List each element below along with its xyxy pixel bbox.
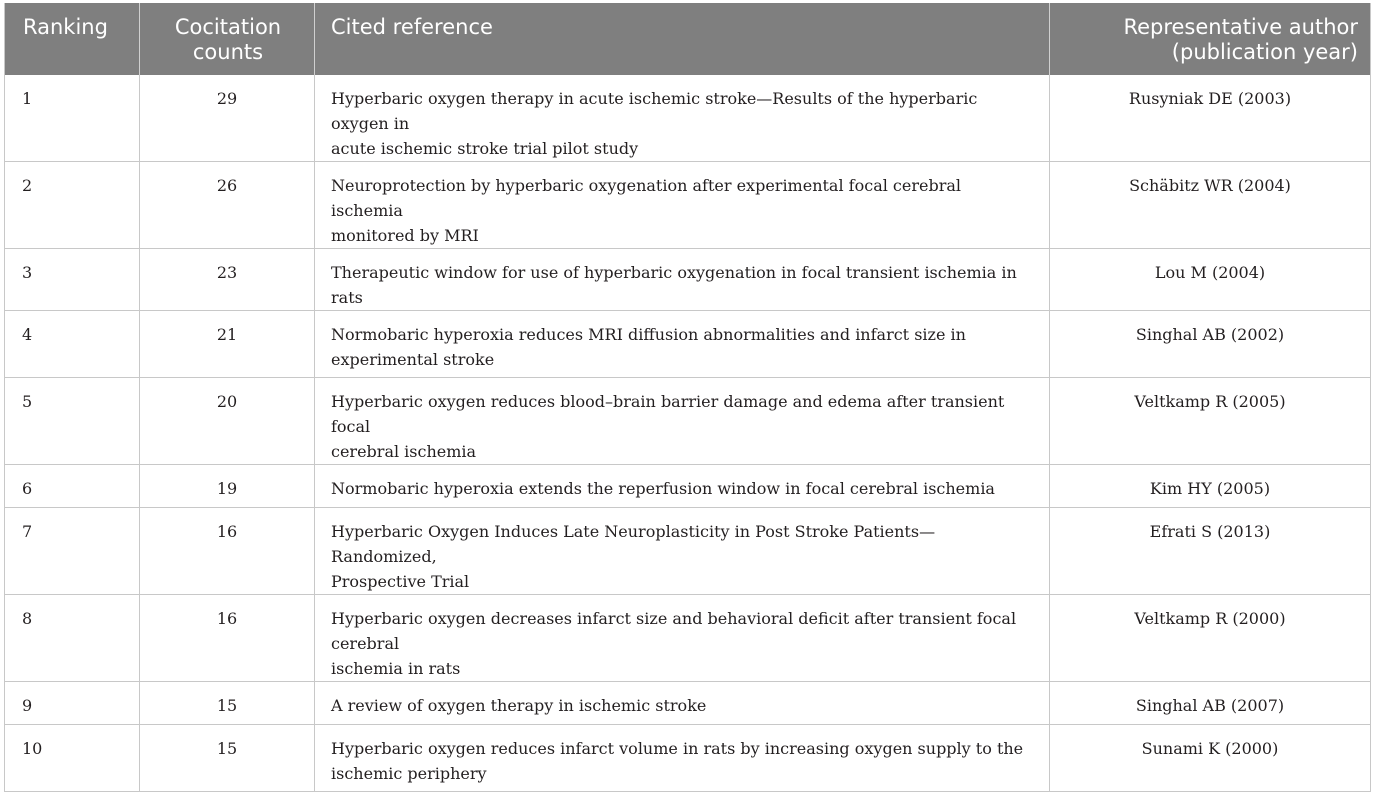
header-ranking: [5, 3, 140, 75]
cell-ranking: 9: [5, 682, 140, 725]
table-row: [5, 595, 1371, 682]
table-row: [5, 75, 1371, 162]
reference-line: acute ischemic stroke trial pilot study: [331, 139, 639, 158]
table-row: [5, 725, 1371, 792]
reference-line: ischemic periphery: [331, 764, 487, 783]
cell-ranking: 6: [5, 465, 140, 508]
cell-ranking: 1: [5, 75, 140, 162]
cell-author: Efrati S (2013): [1050, 508, 1371, 595]
header-row: [5, 3, 1371, 75]
cell-ranking: 2: [5, 162, 140, 249]
reference-line: ischemia in rats: [331, 659, 461, 678]
reference-line: monitored by MRI: [331, 226, 479, 245]
cell-cocitation-count: 29: [140, 75, 315, 162]
cell-author: Schäbitz WR (2004): [1050, 162, 1371, 249]
cell-author: Sunami K (2000): [1050, 725, 1371, 792]
cell-cocitation-count: 15: [140, 682, 315, 725]
cell-ranking: 10: [5, 725, 140, 792]
cell-ranking: 3: [5, 249, 140, 311]
reference-line: experimental stroke: [331, 350, 495, 369]
reference-line: Normobaric hyperoxia reduces MRI diffusion abnormalities and infarct size in: [331, 325, 966, 344]
cell-cited-reference: [315, 249, 1050, 311]
table-row: [5, 378, 1371, 465]
cell-ranking: 5: [5, 378, 140, 465]
cell-ranking: 7: [5, 508, 140, 595]
cell-author: Singhal AB (2002): [1050, 311, 1371, 378]
table-row: [5, 162, 1371, 249]
reference-line: Prospective Trial: [331, 572, 470, 591]
reference-line: cerebral ischemia: [331, 442, 477, 461]
reference-line: Hyperbaric oxygen reduces infarct volume in rats by increasing oxygen supply to the: [331, 739, 1024, 758]
table-row: [5, 311, 1371, 378]
reference-line: Therapeutic window for use of hyperbaric oxygenation in focal transient ischemia in rats: [331, 263, 1017, 307]
cell-cocitation-count: 16: [140, 595, 315, 682]
table-row: [5, 682, 1371, 725]
header-count-line2: counts: [192, 40, 264, 64]
table-body: [5, 75, 1371, 792]
cell-cited-reference: [315, 378, 1050, 465]
cell-cited-reference: [315, 508, 1050, 595]
cell-cocitation-count: 16: [140, 508, 315, 595]
cell-cited-reference: [315, 465, 1050, 508]
header-ranking-label: Ranking: [23, 15, 108, 39]
cell-cocitation-count: 23: [140, 249, 315, 311]
reference-line: Hyperbaric oxygen decreases infarct size and behavioral deficit after transient focal cerebral: [331, 609, 1017, 653]
cocitation-table: [4, 3, 1371, 792]
header-author-line2: (publication year): [1171, 40, 1358, 64]
header-representative-author: [1050, 3, 1371, 75]
reference-line: Hyperbaric oxygen reduces blood–brain barrier damage and edema after transient focal: [331, 392, 1005, 436]
cell-cocitation-count: 20: [140, 378, 315, 465]
cell-author: Kim HY (2005): [1050, 465, 1371, 508]
cell-author: Singhal AB (2007): [1050, 682, 1371, 725]
reference-line: Hyperbaric Oxygen Induces Late Neuroplasticity in Post Stroke Patients—Randomized,: [331, 522, 936, 566]
header-reference-label: Cited reference: [331, 15, 493, 39]
table-header: [5, 3, 1371, 75]
cell-cocitation-count: 15: [140, 725, 315, 792]
header-count-line1: Cocitation: [174, 15, 282, 39]
cell-author: Veltkamp R (2000): [1050, 595, 1371, 682]
reference-line: Neuroprotection by hyperbaric oxygenation after experimental focal cerebral ischemia: [331, 176, 962, 220]
cell-cited-reference: [315, 75, 1050, 162]
cell-cited-reference: [315, 162, 1050, 249]
cell-cocitation-count: 21: [140, 311, 315, 378]
cell-cocitation-count: 26: [140, 162, 315, 249]
cell-author: Lou M (2004): [1050, 249, 1371, 311]
cell-ranking: 4: [5, 311, 140, 378]
table-row: [5, 508, 1371, 595]
table-row: [5, 249, 1371, 311]
header-author-line1: Representative author: [1123, 15, 1358, 39]
header-cocitation-counts: [140, 3, 315, 75]
reference-line: Hyperbaric oxygen therapy in acute ischemic stroke—Results of the hyperbaric oxygen in: [331, 89, 978, 133]
cell-author: Veltkamp R (2005): [1050, 378, 1371, 465]
cell-cited-reference: [315, 311, 1050, 378]
table-row: [5, 465, 1371, 508]
cell-cocitation-count: 19: [140, 465, 315, 508]
header-cited-reference: [315, 3, 1050, 75]
cell-author: Rusyniak DE (2003): [1050, 75, 1371, 162]
cell-cited-reference: [315, 682, 1050, 725]
cell-cited-reference: [315, 595, 1050, 682]
reference-line: A review of oxygen therapy in ischemic stroke: [331, 696, 707, 715]
cell-cited-reference: [315, 725, 1050, 792]
reference-line: Normobaric hyperoxia extends the reperfusion window in focal cerebral ischemia: [331, 479, 995, 498]
cell-ranking: 8: [5, 595, 140, 682]
